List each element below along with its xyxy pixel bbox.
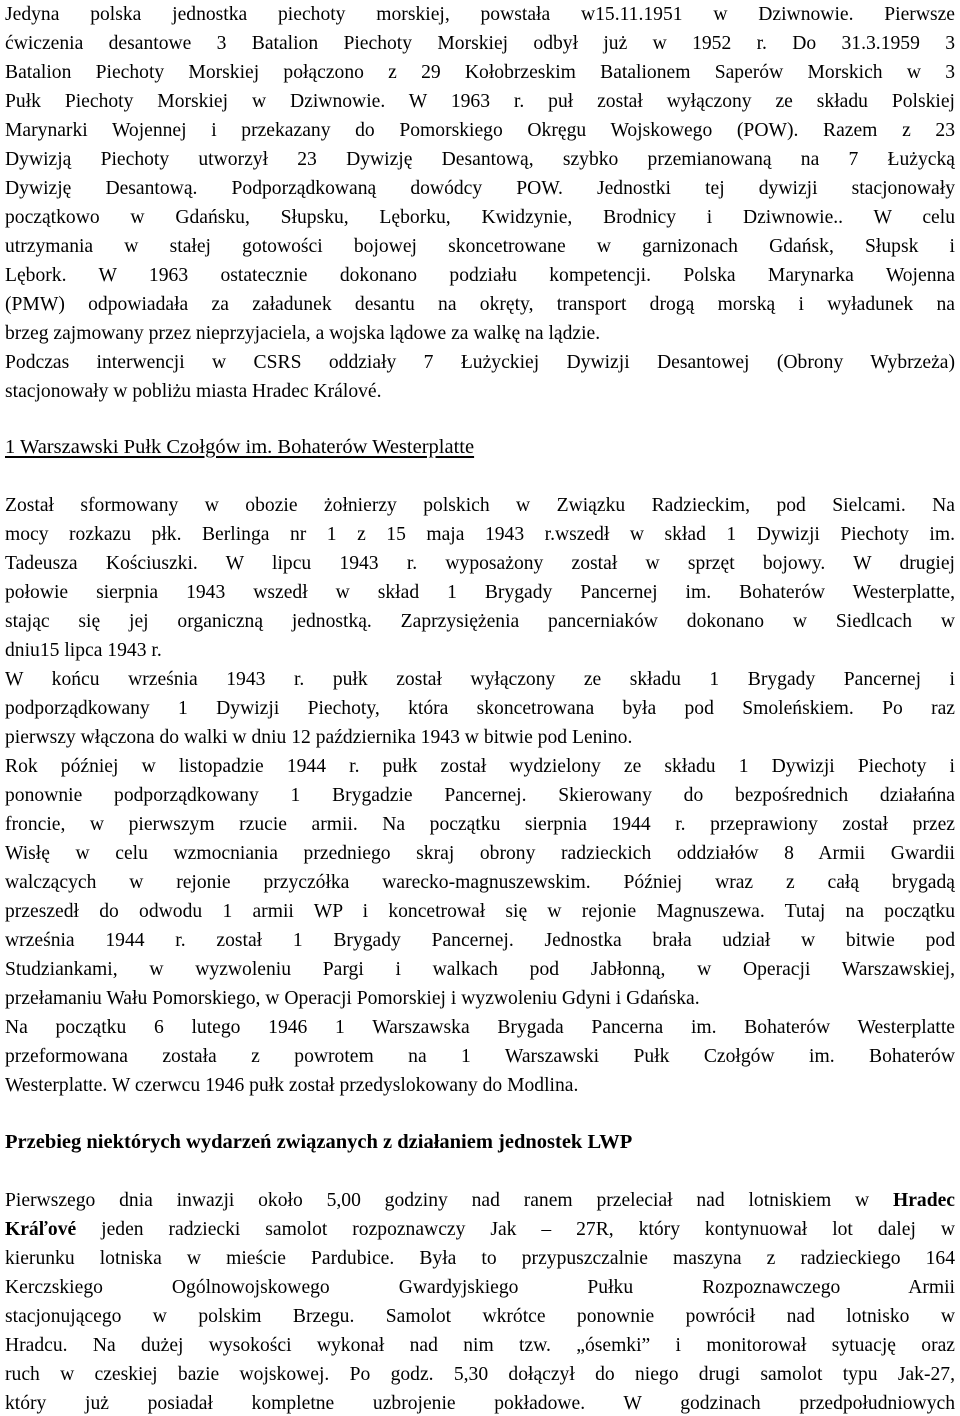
tank-regiment-text-line: Westerplatte. W czerwcu 1946 pułk został przedyslokowany do Modlina. — [5, 1075, 579, 1096]
events-text-line: który już posiadał kompletne uzbrojenie pokładowe. W godzinach przedpołudniowych — [5, 1393, 955, 1414]
events-text-line: ruch w czeskiej bazie wojskowej. Po godz. 5,30 dołączył do niego drugi samolot typu Jak-27, — [5, 1364, 955, 1385]
events-text-line: Hradcu. Na dużej wysokości wykonał nad nim tzw. „ósemki” i monitorował sytuację oraz — [5, 1335, 955, 1356]
tank-regiment-text-line: pierwszy włączona do walki w dniu 12 października 1943 w bitwie pod Lenino. — [5, 727, 633, 748]
tank-regiment-text-line: mocy rozkazu płk. Berlinga nr 1 z 15 maja 1943 r.wszedł w skład 1 Dywizji Piechoty im. — [5, 524, 955, 545]
tank-regiment-text-line: Wisłę w celu wzmocniania przedniego skraj obrony radzieckich oddziałów 8 Armii Gwardii — [5, 843, 955, 864]
events-text-line: Kerczskiego Ogólnowojskowego Gwardyjskiego Pułku Rozpoznawczego Armii — [5, 1277, 955, 1298]
intro-text-line: Lębork. W 1963 ostatecznie dokonano podziału kompetencji. Polska Marynarka Wojenna — [5, 265, 955, 286]
intro-text-line: ćwiczenia desantowe 3 Batalion Piechoty Morskiej odbył już w 1952 r. Do 31.3.1959 3 — [5, 33, 955, 54]
events-place-name-bold: Kráľové — [5, 1219, 77, 1240]
tank-regiment-text-line: połowie sierpnia 1943 wszedł w skład 1 Brygady Pancernej im. Bohaterów Westerplatte, — [5, 582, 955, 603]
tank-regiment-text-line: dniu15 lipca 1943 r. — [5, 640, 162, 661]
intro-text-line: (PMW) odpowiadała za załadunek desantu na okręty, transport drogą morską i wyładunek na — [5, 294, 955, 315]
events-place-name-bold: Hradec — [892, 1190, 955, 1211]
events-text-line: kierunku lotniska w mieście Pardubice. Była to przypuszczalnie maszyna z radzieckiego 164 — [5, 1248, 955, 1269]
intro-text-line: Batalion Piechoty Morskiej połączono z 29 Kołobrzeskim Batalionem Saperów Morskich w 3 — [5, 62, 955, 83]
tank-regiment-text-line: Studziankami, w wyzwoleniu Pargi i walkach pod Jabłonną, w Operacji Warszawskiej, — [5, 959, 955, 980]
intro-text-line: początkowo w Gdańsku, Słupsku, Lęborku, Kwidzynie, Brodnicy i Dziwnowie.. W celu — [5, 207, 955, 228]
intro-text-line: Jedyna polska jednostka piechoty morskiej, powstała w15.11.1951 w Dziwnowie. Pierwsze — [5, 4, 955, 25]
intro-text-line: Dywizję Desantową. Podporządkowaną dowódcy POW. Jednostki tej dywizji stacjonowały — [5, 178, 955, 199]
intro-text-line: utrzymania w stałej gotowości bojowej skoncetrowane w garnizonach Gdańsk, Słupsk i — [5, 236, 955, 257]
events-text-line — [5, 1186, 955, 1215]
tank-regiment-text-line: walczących w rejonie przyczółka warecko-magnuszewskim. Później wraz z całą brygadą — [5, 872, 955, 893]
intro-text-line: Dywizją Piechoty utworzył 23 Dywizję Desantową, szybko przemianowaną na 7 Łużycką — [5, 149, 955, 170]
tank-regiment-text-line: stając się jej organiczną jednostką. Zaprzysiężenia pancerniaków dokonano w Siedlcach w — [5, 611, 955, 632]
tank-regiment-text-line: Tadeusza Kościuszki. W lipcu 1943 r. wyposażony został w sprzęt bojowy. W drugiej — [5, 553, 955, 574]
intro-text-line: Pułk Piechoty Morskiej w Dziwnowie. W 1963 r. puł został wyłączony ze składu Polskiej — [5, 91, 955, 112]
section-heading-events: Przebieg niektórych wydarzeń związanych z działaniem jednostek LWP — [5, 1131, 633, 1153]
events-text-line — [5, 1215, 955, 1244]
tank-regiment-text-line: froncie, w pierwszym rzucie armii. Na początku sierpnia 1944 r. przeprawiony został przez — [5, 814, 955, 835]
tank-regiment-text-line: W końcu września 1943 r. pułk został wyłączony ze składu 1 Brygady Pancernej i — [5, 669, 955, 690]
intro-text-line: brzeg zajmowany przez nieprzyjaciela, a wojska lądowe za walkę na lądzie. — [5, 323, 601, 344]
tank-regiment-text-line: Na początku 6 lutego 1946 1 Warszawska Brygada Pancerna im. Bohaterów Westerplatte — [5, 1017, 955, 1038]
intro-text-line: Podczas interwencji w CSRS oddziały 7 Łużyckiej Dywizji Desantowej (Obrony Wybrzeża) — [5, 352, 955, 373]
events-text-line: stacjonującego w polskim Brzegu. Samolot wkrótce ponownie powrócił nad lotnisko w — [5, 1306, 955, 1327]
tank-regiment-text-line: Rok później w listopadzie 1944 r. pułk został wydzielony ze składu 1 Dywizji Piechoty i — [5, 756, 955, 777]
tank-regiment-text-line: Został sformowany w obozie żołnierzy polskich w Związku Radzieckim, pod Sielcami. Na — [5, 495, 955, 516]
section-heading-tank-regiment: 1 Warszawski Pułk Czołgów im. Bohaterów Westerplatte — [5, 436, 475, 458]
intro-text-line: Marynarki Wojennej i przekazany do Pomorskiego Okręgu Wojskowego (POW). Razem z 23 — [5, 120, 955, 141]
events-text-segment: Pierwszego dnia inwazji około 5,00 godziny nad ranem przeleciał nad lotniskiem w — [5, 1190, 893, 1211]
tank-regiment-text-line: września 1944 r. został 1 Brygady Pancernej. Jednostka brała udział w bitwie pod — [5, 930, 955, 951]
tank-regiment-text-line: przełamaniu Wału Pomorskiego, w Operacji Pomorskiej i wyzwoleniu Gdyni i Gdańska. — [5, 988, 700, 1009]
intro-text-line: stacjonowały w pobliżu miasta Hradec Králové. — [5, 381, 382, 402]
tank-regiment-text-line: ponownie podporządkowany 1 Brygadzie Pancernej. Skierowany do bezpośrednich działańna — [5, 785, 955, 806]
tank-regiment-text-line: przeformowana została z powrotem na 1 Warszawski Pułk Czołgów im. Bohaterów — [5, 1046, 955, 1067]
tank-regiment-text-line: przeszedł do odwodu 1 armii WP i koncetrował się w rejonie Magnuszewa. Tutaj na początku — [5, 901, 955, 922]
tank-regiment-text-line: podporządkowany 1 Dywizji Piechoty, która skoncetrowana była pod Smoleńskiem. Po raz — [5, 698, 955, 719]
events-text-segment: jeden radziecki samolot rozpoznawczy Jak – 27R, który kontynuował lot dalej w — [76, 1219, 955, 1240]
